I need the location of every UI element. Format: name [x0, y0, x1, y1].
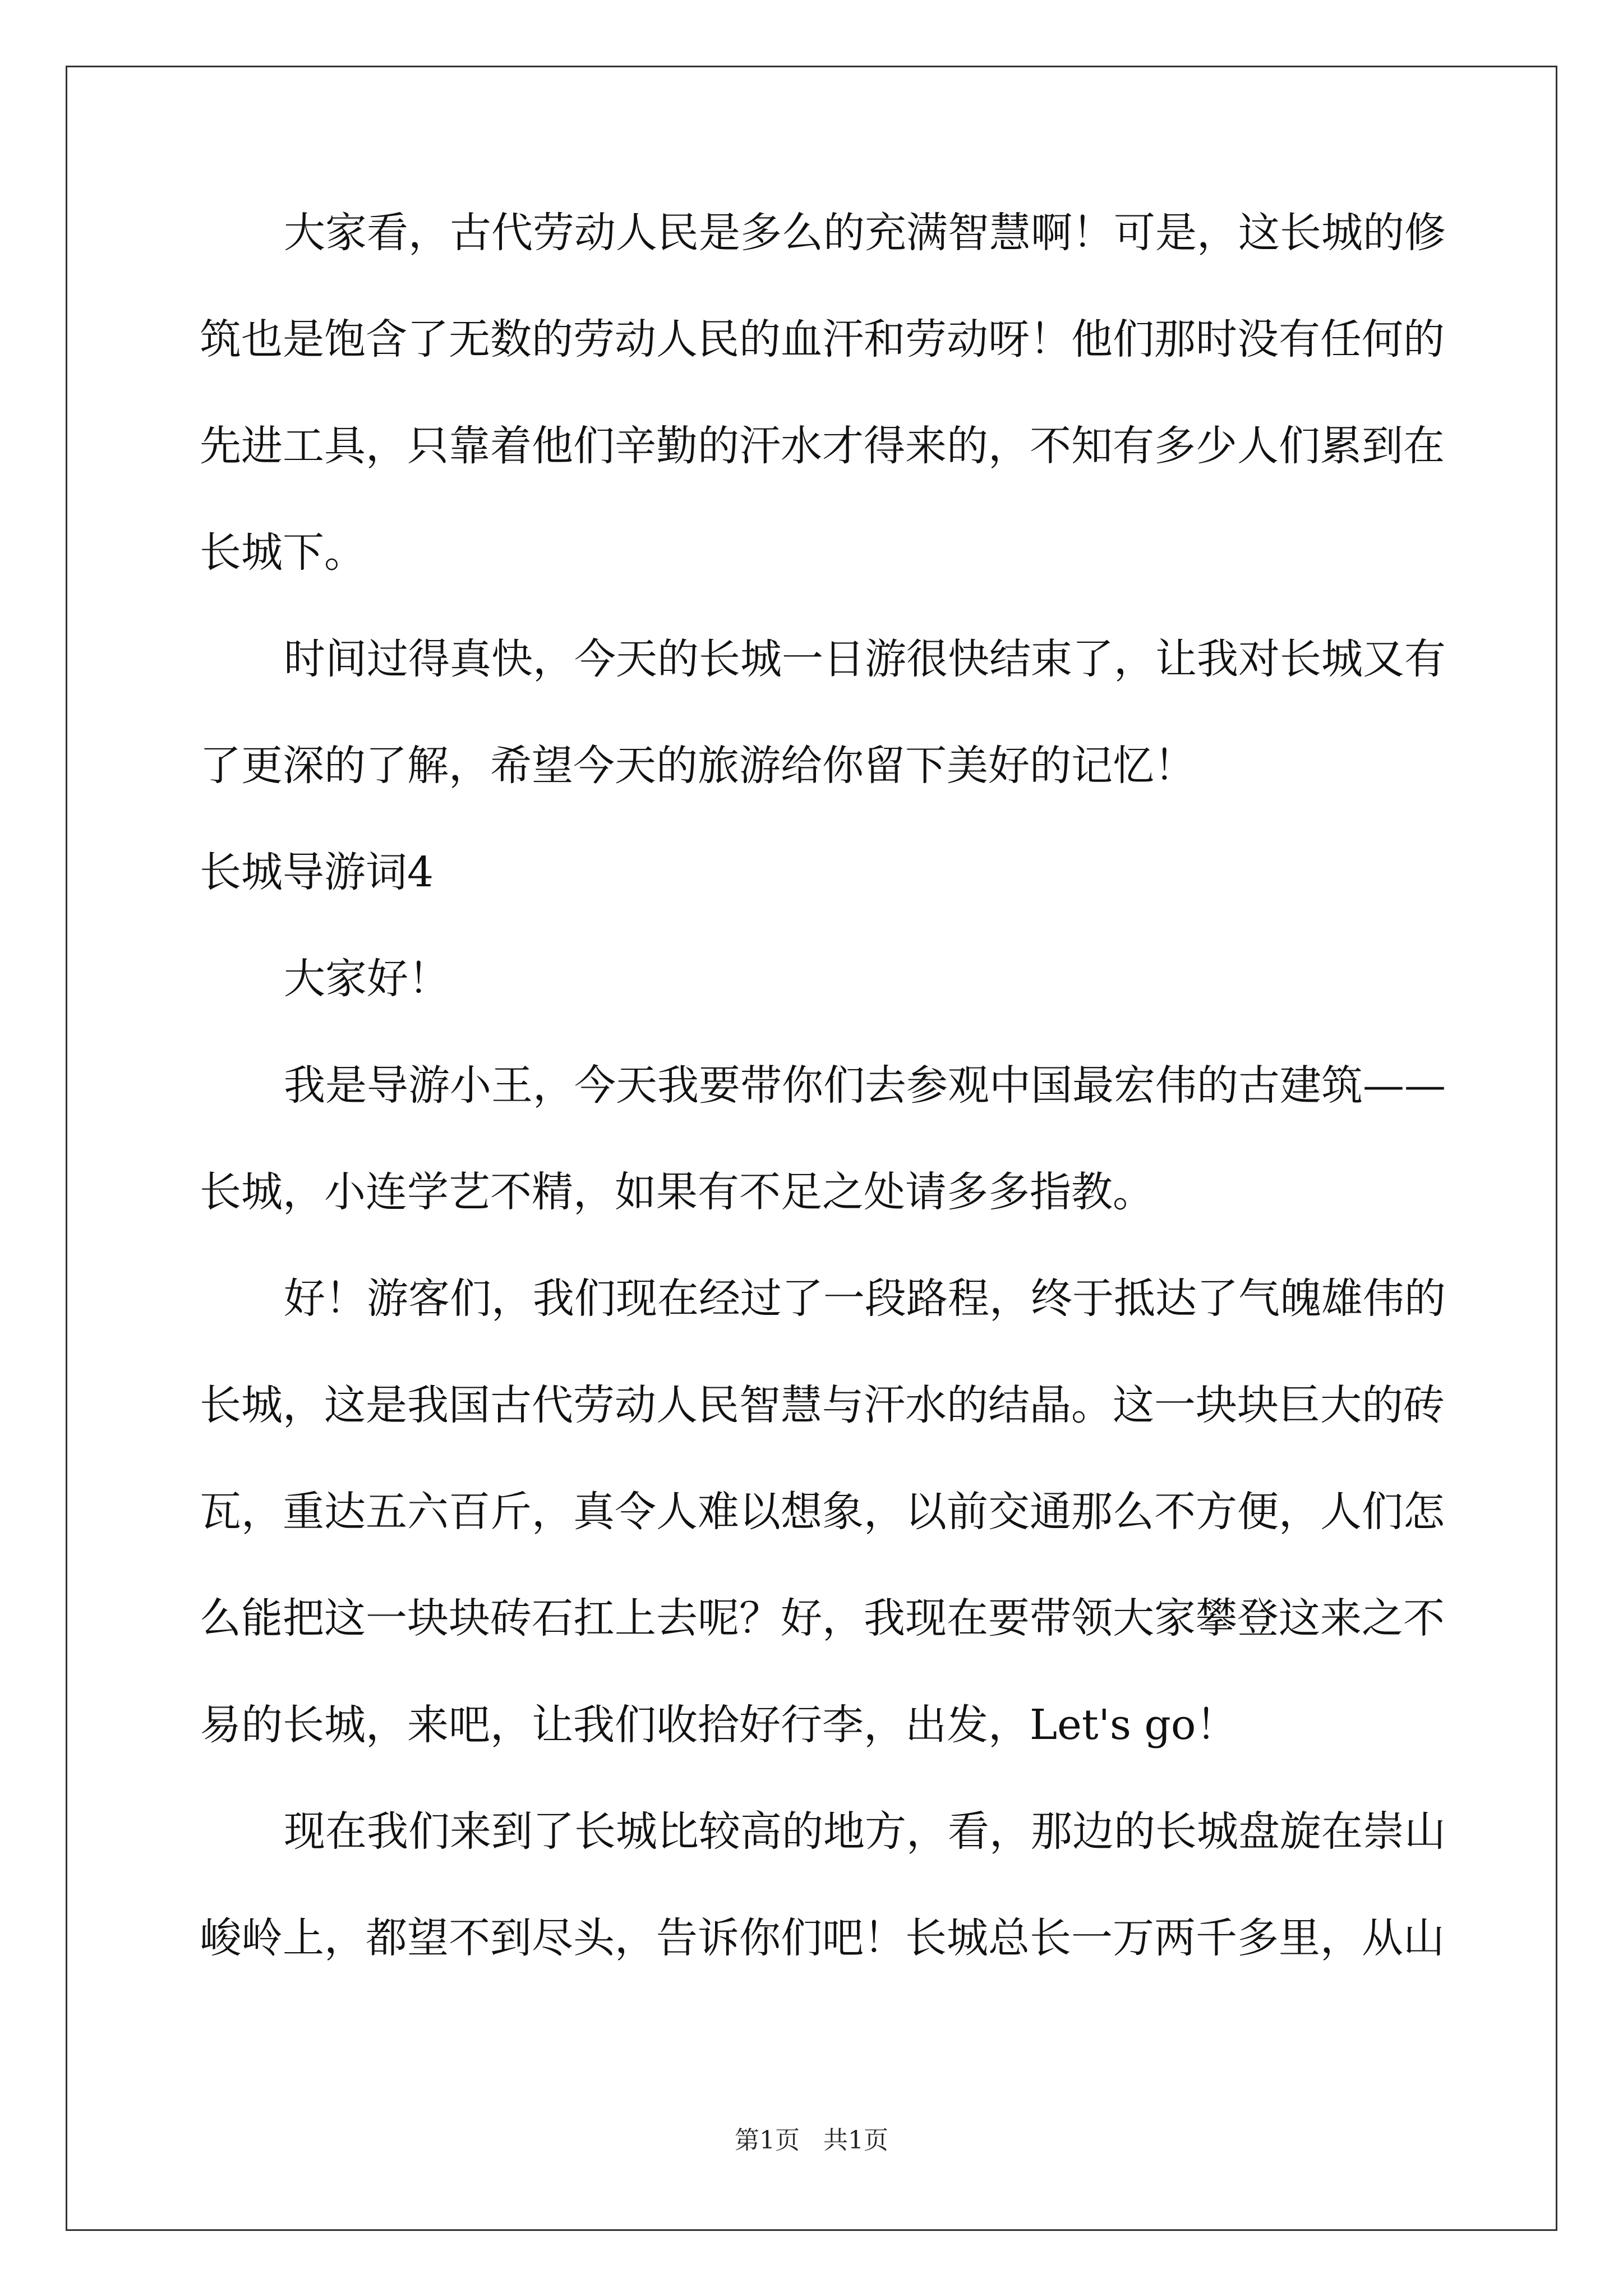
paragraph-line: 长城下。: [200, 528, 366, 577]
page-number-total: 共1页: [823, 2126, 888, 2155]
paragraph-line: 瓦，重达五六百斤，真令人难以想象，以前交通那么不方便，人们怎: [200, 1488, 1445, 1536]
paragraph-line: 易的长城，来吧，让我们收拾好行李，出发，Let's go！: [200, 1701, 1238, 1749]
paragraph-line: 现在我们来到了长城比较高的地方，看，那边的长城盘旋在崇山: [284, 1807, 1446, 1856]
paragraph-line: 先进工具，只靠着他们辛勤的汗水才得来的，不知有多少人们累到在: [200, 422, 1445, 470]
paragraph-line: 长城，这是我国古代劳动人民智慧与汗水的结晶。这一块块巨大的砖: [200, 1381, 1445, 1429]
paragraph-line: 筑也是饱含了无数的劳动人民的血汗和劳动呀！他们那时没有任何的: [200, 315, 1445, 364]
paragraph-line: 时间过得真快，今天的长城一日游很快结束了，让我对长城又有: [284, 635, 1446, 683]
section-heading: 长城导游词4: [200, 848, 434, 896]
paragraph-line: 峻岭上，都望不到尽头，告诉你们吧！长城总长一万两千多里，从山: [200, 1914, 1445, 1962]
paragraph-line: 么能把这一块块砖石扛上去呢？好，我现在要带领大家攀登这来之不: [200, 1594, 1445, 1642]
paragraph-line: 大家看，古代劳动人民是多么的充满智慧啊！可是，这长城的修: [284, 209, 1446, 257]
page-footer: [0, 2124, 1623, 2157]
paragraph-line: 了更深的了解，希望今天的旅游给你留下美好的记忆！: [200, 742, 1196, 790]
page-number-current: 第1页: [735, 2126, 800, 2155]
paragraph-line: 好！游客们，我们现在经过了一段路程，终于抵达了气魄雄伟的: [284, 1274, 1446, 1323]
page-border: [66, 66, 1557, 2231]
paragraph-line: 我是导游小王，今天我要带你们去参观中国最宏伟的古建筑——: [284, 1061, 1446, 1110]
paragraph-line: 长城，小连学艺不精，如果有不足之处请多多指教。: [200, 1168, 1154, 1216]
paragraph-line: 大家好！: [284, 955, 450, 1003]
